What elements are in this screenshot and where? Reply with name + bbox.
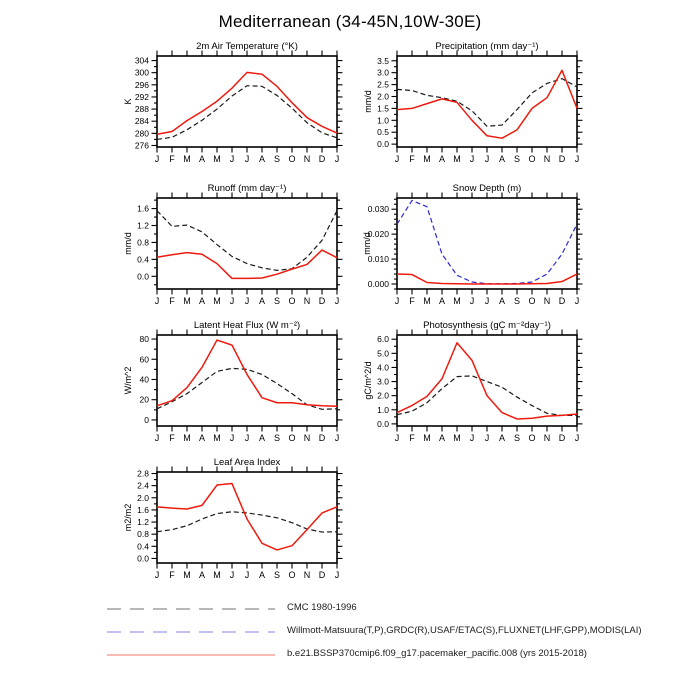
- plot-frame: [157, 56, 337, 147]
- x-tick-label: J: [229, 296, 235, 306]
- chart-canvas-runoff: [95, 180, 355, 320]
- y-tick-label: 0.010: [367, 254, 389, 265]
- x-tick-label: M: [183, 570, 191, 580]
- y-tick-label: 2.8: [137, 468, 149, 479]
- chart-title: Leaf Area Index: [213, 457, 281, 468]
- x-tick-label: A: [198, 570, 206, 580]
- x-tick-label: J: [229, 570, 235, 580]
- y-tick-label: 20: [139, 394, 149, 405]
- y-tick-label: 1.5: [377, 103, 389, 114]
- y-tick-label: 0.8: [137, 237, 149, 248]
- y-tick-label: 1.0: [377, 115, 389, 126]
- x-tick-label: J: [154, 433, 160, 443]
- series-line-model: [157, 72, 337, 134]
- x-tick-label: S: [513, 433, 521, 443]
- y-axis-label: K: [123, 98, 133, 105]
- y-tick-label: 2.4: [137, 480, 149, 491]
- y-tick-label: 1.0: [377, 404, 389, 415]
- x-tick-label: J: [229, 154, 235, 164]
- x-tick-label: D: [318, 296, 326, 306]
- x-tick-label: N: [303, 433, 311, 443]
- x-tick-label: J: [334, 433, 340, 443]
- x-tick-label: S: [513, 296, 521, 306]
- x-tick-label: J: [244, 433, 250, 443]
- y-tick-label: 2.0: [137, 492, 149, 503]
- series-line-obs: [157, 86, 337, 140]
- x-tick-label: S: [273, 154, 281, 164]
- x-tick-label: O: [528, 296, 536, 306]
- series-line-obs: [397, 200, 577, 283]
- x-tick-label: S: [273, 570, 281, 580]
- y-tick-label: 0.030: [367, 204, 389, 215]
- x-tick-label: S: [273, 433, 281, 443]
- x-tick-label: J: [334, 154, 340, 164]
- x-tick-label: M: [183, 433, 191, 443]
- series-line-model: [397, 274, 577, 284]
- y-tick-label: 0.4: [137, 254, 149, 265]
- x-tick-label: M: [183, 296, 191, 306]
- x-tick-label: J: [484, 154, 490, 164]
- y-tick-label: 40: [139, 374, 149, 385]
- x-tick-label: D: [318, 570, 326, 580]
- y-axis-label: m2/m2: [123, 503, 133, 532]
- x-tick-label: J: [154, 296, 160, 306]
- legend-label: Willmott-Matsuura(T,P),GRDC(R),USAF/ETAC(S),FLUXNET(LHF,GPP),MODIS(LAI): [287, 625, 642, 636]
- x-tick-label: F: [169, 154, 175, 164]
- page-title: Mediterranean (34-45N,10W-30E): [218, 12, 482, 31]
- legend-line-gray-dashed: [105, 602, 277, 614]
- y-axis-label: mm/d: [362, 232, 372, 255]
- y-tick-label: 1.6: [137, 504, 149, 515]
- legend-item-cmc: [105, 596, 642, 619]
- legend: [105, 596, 642, 665]
- chart-leaf-area-index: [95, 454, 355, 594]
- x-tick-label: J: [334, 296, 340, 306]
- legend-item-observations: [105, 619, 642, 642]
- x-tick-label: A: [498, 433, 506, 443]
- chart-runoff: [95, 180, 355, 320]
- x-tick-label: J: [244, 296, 250, 306]
- chart-latent-heat-flux: [95, 317, 355, 457]
- chart-photosynthesis: [335, 317, 595, 457]
- plot-frame: [157, 198, 337, 289]
- y-tick-label: 288: [134, 104, 149, 115]
- chart-snow-depth: [335, 180, 595, 320]
- x-tick-label: F: [409, 154, 415, 164]
- y-tick-label: 276: [134, 140, 149, 151]
- y-tick-label: 1.6: [137, 203, 149, 214]
- y-tick-label: 0.4: [137, 541, 149, 552]
- x-tick-label: F: [409, 433, 415, 443]
- x-tick-label: J: [244, 570, 250, 580]
- y-tick-label: 1.2: [137, 220, 149, 231]
- legend-label: CMC 1980-1996: [287, 602, 357, 613]
- y-tick-label: 0.0: [377, 139, 389, 150]
- x-tick-label: N: [543, 154, 551, 164]
- y-tick-label: 284: [134, 116, 149, 127]
- y-tick-label: 0.0: [377, 418, 389, 429]
- y-tick-label: 0.0: [137, 553, 149, 564]
- x-tick-label: F: [409, 296, 415, 306]
- x-tick-label: A: [198, 154, 206, 164]
- y-tick-label: 304: [134, 55, 149, 66]
- x-tick-label: J: [394, 296, 400, 306]
- y-tick-label: 0.5: [377, 127, 389, 138]
- x-tick-label: M: [453, 296, 461, 306]
- y-tick-label: 2.0: [377, 91, 389, 102]
- plot-frame: [397, 56, 577, 147]
- y-tick-label: 6.0: [377, 334, 389, 345]
- chart-canvas-precipitation: [335, 38, 595, 178]
- x-tick-label: A: [258, 433, 266, 443]
- x-tick-label: J: [574, 154, 580, 164]
- y-tick-label: 0.0: [137, 271, 149, 282]
- x-tick-label: J: [334, 570, 340, 580]
- x-tick-label: M: [453, 154, 461, 164]
- x-tick-label: J: [394, 433, 400, 443]
- x-tick-label: A: [258, 154, 266, 164]
- series-line-model: [397, 70, 577, 138]
- x-tick-label: J: [469, 433, 475, 443]
- x-tick-label: J: [574, 433, 580, 443]
- x-tick-label: J: [154, 570, 160, 580]
- y-tick-label: 3.5: [377, 55, 389, 66]
- series-line-obs: [157, 512, 337, 532]
- x-tick-label: J: [484, 296, 490, 306]
- y-tick-label: 0.020: [367, 229, 389, 240]
- x-tick-label: A: [258, 296, 266, 306]
- series-line-obs: [397, 79, 577, 127]
- chart-canvas-leaf-area-index: [95, 454, 355, 594]
- x-tick-label: J: [154, 154, 160, 164]
- x-tick-label: M: [423, 154, 431, 164]
- chart-canvas-air-temperature: [95, 38, 355, 178]
- chart-title: Snow Depth (m): [452, 183, 522, 194]
- x-tick-label: M: [213, 296, 221, 306]
- y-axis-label: mm/d: [363, 90, 373, 113]
- y-tick-label: 5.0: [377, 348, 389, 359]
- axis-ticks: [152, 193, 343, 295]
- x-tick-label: J: [484, 433, 490, 443]
- y-tick-label: 2.0: [377, 390, 389, 401]
- x-tick-label: N: [543, 433, 551, 443]
- y-tick-label: 2.5: [377, 79, 389, 90]
- y-tick-label: 60: [139, 354, 149, 365]
- x-tick-label: D: [318, 154, 326, 164]
- x-tick-label: A: [438, 433, 446, 443]
- chart-canvas-photosynthesis: [335, 317, 595, 457]
- x-tick-label: M: [423, 296, 431, 306]
- x-tick-label: J: [394, 154, 400, 164]
- series-line-model: [157, 484, 337, 550]
- x-tick-label: F: [169, 570, 175, 580]
- legend-line-canvas: [105, 603, 277, 615]
- legend-item-model-run: [105, 642, 642, 665]
- x-tick-label: N: [303, 296, 311, 306]
- y-axis-label: mm/d: [123, 232, 133, 255]
- chart-title: Runoff (mm day⁻¹): [207, 183, 287, 194]
- x-tick-label: S: [513, 154, 521, 164]
- axis-ticks: [392, 51, 583, 153]
- x-tick-label: O: [288, 154, 296, 164]
- chart-canvas-snow-depth: [335, 180, 595, 320]
- x-tick-label: A: [198, 296, 206, 306]
- y-axis-label: gC/m^2/d: [363, 361, 373, 400]
- x-tick-label: S: [273, 296, 281, 306]
- x-tick-label: J: [574, 296, 580, 306]
- x-tick-label: A: [438, 296, 446, 306]
- y-tick-label: 3.0: [377, 67, 389, 78]
- y-tick-label: 0.8: [137, 529, 149, 540]
- x-tick-label: N: [543, 296, 551, 306]
- x-tick-label: M: [213, 433, 221, 443]
- y-tick-label: 80: [139, 334, 149, 345]
- x-tick-label: M: [213, 570, 221, 580]
- chart-canvas-latent-heat-flux: [95, 317, 355, 457]
- axis-ticks: [152, 51, 343, 153]
- y-tick-label: 280: [134, 128, 149, 139]
- x-tick-label: F: [169, 296, 175, 306]
- legend-label: b.e21.BSSP370cmip6.f09_g17.pacemaker_pacific.008 (yrs 2015-2018): [287, 648, 587, 659]
- y-tick-label: 3.0: [377, 376, 389, 387]
- x-tick-label: A: [438, 154, 446, 164]
- plot-frame: [397, 198, 577, 289]
- x-tick-label: A: [258, 570, 266, 580]
- x-tick-label: A: [198, 433, 206, 443]
- chart-precipitation: [335, 38, 595, 178]
- x-tick-label: D: [558, 433, 566, 443]
- x-tick-label: M: [183, 154, 191, 164]
- x-tick-label: O: [288, 296, 296, 306]
- y-tick-label: 0: [144, 414, 149, 425]
- y-axis-label: W/m^2: [123, 366, 133, 395]
- chart-title: Latent Heat Flux (W m⁻²): [193, 320, 301, 331]
- x-tick-label: A: [498, 154, 506, 164]
- axis-ticks: [152, 330, 343, 432]
- chart-title: Photosynthesis (gC m⁻²day⁻¹): [423, 320, 551, 331]
- x-tick-label: J: [244, 154, 250, 164]
- y-tick-label: 4.0: [377, 362, 389, 373]
- x-tick-label: D: [558, 296, 566, 306]
- y-tick-label: 292: [134, 91, 149, 102]
- x-tick-label: N: [303, 570, 311, 580]
- x-tick-label: O: [288, 570, 296, 580]
- x-tick-label: O: [288, 433, 296, 443]
- x-tick-label: F: [169, 433, 175, 443]
- chart-title: Precipitation (mm day⁻¹): [435, 41, 539, 52]
- legend-line-canvas: [105, 649, 277, 661]
- legend-line-blue-dashed: [105, 625, 277, 637]
- y-tick-label: 0.000: [367, 279, 389, 290]
- x-tick-label: M: [423, 433, 431, 443]
- x-tick-label: N: [303, 154, 311, 164]
- x-tick-label: J: [469, 154, 475, 164]
- legend-line-canvas: [105, 626, 277, 638]
- y-tick-label: 296: [134, 79, 149, 90]
- x-tick-label: M: [453, 433, 461, 443]
- chart-2m-air-temperature: [95, 38, 355, 178]
- y-tick-label: 1.2: [137, 517, 149, 528]
- x-tick-label: J: [469, 296, 475, 306]
- x-tick-label: A: [498, 296, 506, 306]
- series-line-model: [157, 340, 337, 406]
- plot-frame: [157, 335, 337, 426]
- x-tick-label: M: [213, 154, 221, 164]
- y-tick-label: 300: [134, 67, 149, 78]
- plot-frame: [397, 335, 577, 426]
- x-tick-label: J: [229, 433, 235, 443]
- x-tick-label: O: [528, 433, 536, 443]
- chart-title: 2m Air Temperature (°K): [196, 41, 298, 52]
- series-line-model: [397, 343, 577, 419]
- legend-line-red-solid: [105, 648, 277, 660]
- x-tick-label: O: [528, 154, 536, 164]
- x-tick-label: D: [558, 154, 566, 164]
- x-tick-label: D: [318, 433, 326, 443]
